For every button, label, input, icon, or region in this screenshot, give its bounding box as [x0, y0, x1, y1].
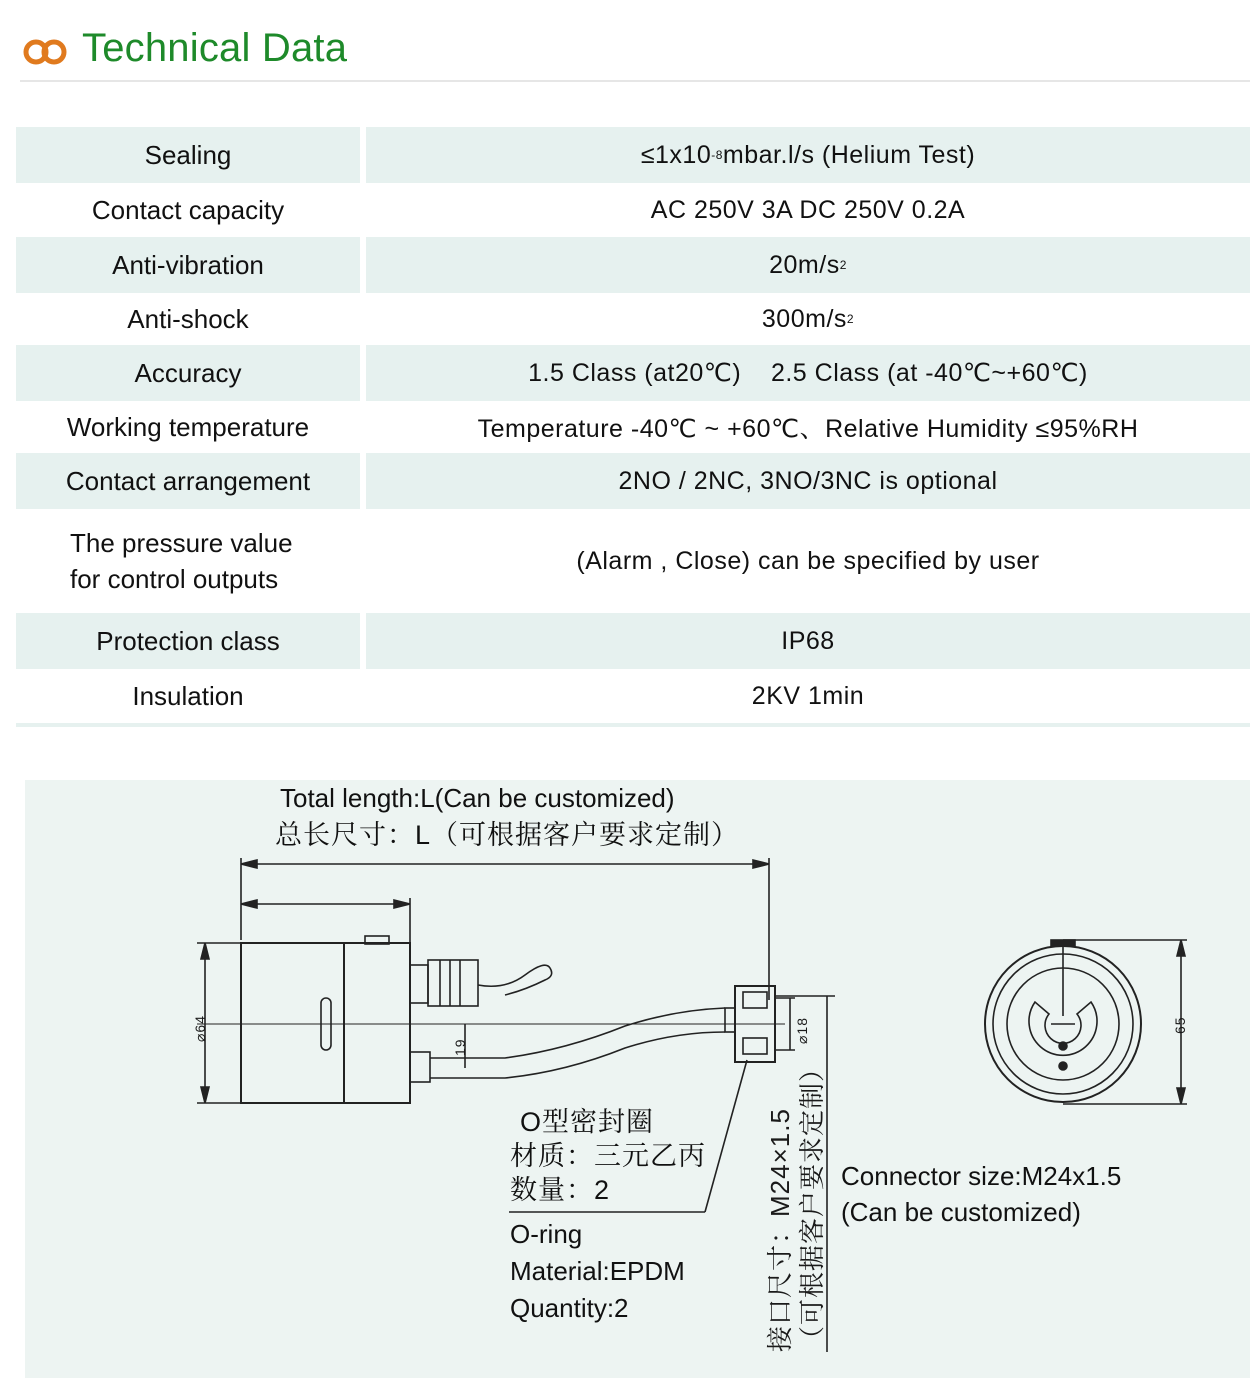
spec-label: Accuracy — [16, 345, 360, 401]
connector-label-en-1: Connector size:M24x1.5 — [841, 1161, 1122, 1191]
oring-label-cn-1: O型密封圈 — [520, 1107, 655, 1137]
connector-label-cn-1: 接口尺寸：M24×1.5 — [765, 1108, 795, 1352]
spec-label: Sealing — [16, 127, 360, 183]
total-length-label-cn: 总长尺寸：L（可根据客户要求定制） — [275, 820, 740, 850]
inner-diameter-dimension: ⌀18 — [794, 1016, 810, 1044]
spec-value: Temperature -40℃ ~ +60℃、Relative Humidity ≤95%RH — [477, 415, 1139, 443]
height-dimension: 19 — [452, 1038, 468, 1056]
technical-drawing — [25, 780, 1250, 1378]
spec-value: 20m/s 2 — [366, 237, 1250, 293]
oring-label-en-2: Material:EPDM — [510, 1256, 685, 1286]
spec-label-line: for control outputs — [70, 564, 279, 594]
connector-label-en-2: (Can be customized) — [841, 1197, 1081, 1227]
table-row — [16, 509, 1250, 613]
oring-label-cn-2: 材质：三元乙丙 — [510, 1141, 706, 1171]
oring-label-en-1: O-ring — [510, 1219, 583, 1249]
outer-dimension: 65 — [1172, 1016, 1188, 1034]
table-row — [16, 453, 1250, 509]
oring-label-cn-3: 数量：2 — [510, 1175, 611, 1205]
table-row — [16, 127, 1250, 183]
connector-label-cn-2: （可根据客户要求定制） — [797, 1054, 827, 1352]
chain-link-icon — [22, 38, 70, 66]
table-row — [16, 401, 1250, 453]
spec-label: Contact arrangement — [16, 453, 360, 509]
spec-value: 300m/s 2 — [761, 304, 855, 333]
table-row — [16, 669, 1250, 727]
title-divider — [20, 80, 1250, 82]
section-header — [0, 0, 1250, 90]
spec-label: Protection class — [16, 613, 360, 669]
spec-value: 2NO / 2NC, 3NO/3NC is optional — [366, 453, 1250, 509]
page-title: Technical Data — [82, 26, 348, 70]
spec-label: Anti-vibration — [16, 237, 360, 293]
diameter-dimension: ⌀64 — [192, 1014, 208, 1042]
total-length-label-en: Total length:L(Can be customized) — [280, 783, 675, 813]
spec-label: Insulation — [132, 681, 244, 711]
spec-table — [16, 127, 1250, 727]
spec-value: ≤1x10 -8 mbar.l/s (Helium Test) — [366, 127, 1250, 183]
table-row — [16, 293, 1250, 345]
spec-value: AC 250V 3A DC 250V 0.2A — [650, 195, 966, 224]
table-row — [16, 613, 1250, 669]
spec-label — [16, 509, 360, 613]
spec-label: Contact capacity — [91, 195, 285, 225]
table-row — [16, 237, 1250, 293]
oring-label-en-3: Quantity:2 — [510, 1293, 629, 1323]
spec-value: (Alarm , Close) can be specified by user — [576, 546, 1040, 575]
table-row — [16, 183, 1250, 237]
spec-value: IP68 — [366, 613, 1250, 669]
spec-value: 2KV 1min — [751, 681, 865, 710]
table-row — [16, 345, 1250, 401]
spec-value: 1.5 Class (at20℃) 2.5 Class (at -40℃~+60℃) — [366, 345, 1250, 401]
spec-label-line: The pressure value — [70, 528, 293, 558]
spec-label: Working temperature — [66, 412, 310, 442]
spec-label: Anti-shock — [127, 304, 249, 334]
